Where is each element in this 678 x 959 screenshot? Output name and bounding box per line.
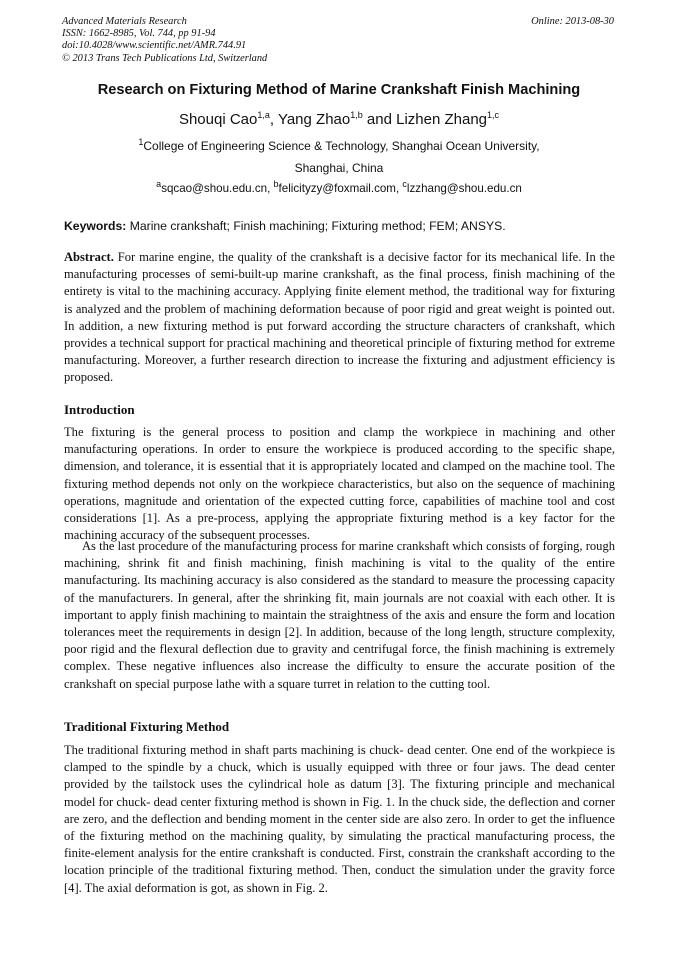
- email-mark: c: [402, 179, 407, 190]
- author-name: Shouqi Cao: [178, 111, 258, 128]
- section-heading-introduction: Introduction: [64, 402, 135, 417]
- email-list: [0, 179, 678, 195]
- author-name: Yang Zhao: [277, 111, 351, 128]
- keywords-text: Marine crankshaft; Finish machining; Fixturing method; FEM; ANSYS.: [126, 219, 506, 233]
- traditional-paragraph-1: The traditional fixturing method in shaft parts machining is chuck- dead center. One end of the workpiece is clamped to the spindle by a chuck, which is usually equipped with three or four jaws. The dead center provided by the tailstock uses the cylindrical hole as datum [3]. The fixturing principle and mechanical model for chuck- dead center fixturing method is shown in Fig. 1. In the chuck side, the deflection and corner are zero, and the deflection and bending moment in the center side are also zero. In order to get the influence of the fixturing method on the machining quality, by simulating the practical manufacturing process, the finite-element analysis for the entire crankshaft is conducted. First, constrain the crankshaft according to the location principle of the traditional fixturing method. Then, conduct the simulation under the gravity force [4]. The axial deformation is got, as shown in Fig. 2.: [64, 743, 615, 895]
- email-mark: a: [156, 179, 162, 190]
- email-address: felicityzy@foxmail.com: [278, 182, 396, 195]
- abstract-text: For marine engine, the quality of the crankshaft is a decisive factor for its mechanical life. In the manufacturing processes of semi-built-up marine crankshaft, as the final process, finish machining of the entirety is vital to the machining accuracy. Applying finite element method, the traditional way for fixturing is analyzed and the problem of machining deformation because of poor rigid and great weight is pointed out. In addition, a new fixturing method is put forward according the structure characters of crankshaft, which provides a technical support for practical machining and theoretical principle of fixturing method for extreme manufacturing. Moreover, a further research direction to increase the fixturing and adjustment efficiency is proposed.: [64, 250, 615, 385]
- email-separator: ,: [267, 182, 274, 195]
- author-affiliation-mark: 1,a: [257, 110, 270, 120]
- author-separator: and: [362, 111, 397, 128]
- keywords: [64, 219, 624, 233]
- affiliation-line-1: [0, 139, 678, 153]
- keywords-label: Keywords:: [64, 219, 127, 233]
- email-address: lzzhang@shou.edu.cn: [406, 182, 522, 195]
- journal-header: [62, 16, 267, 65]
- author-list: [0, 111, 678, 128]
- doi-line: doi:10.4028/www.scientific.net/AMR.744.91: [62, 40, 247, 52]
- affiliation-line-2: Shanghai, China: [294, 161, 384, 175]
- email-address: sqcao@shou.edu.cn: [161, 182, 268, 195]
- copyright-line: © 2013 Trans Tech Publications Ltd, Switzerland: [62, 52, 268, 64]
- introduction-paragraph-1: The fixturing is the general process to position and clamp the workpiece in machining and other manufacturing operations. In order to ensure the workpiece is produced according to the specific shape, dimension, and tolerance, it is essential that it is appropriately located and clamped on the machine tool. The fixturing method depends not only on the workpiece characteristics, but also on the sequence of machining operations, magnitude and orientation of the expected cutting force, capabilities of machine tool and cost considerations [1]. As a pre-process, applying the appropriate fixturing method is a key factor for the machining accuracy of the subsequent processes.: [64, 425, 615, 543]
- email-mark: b: [273, 179, 279, 190]
- affiliation-mark: 1: [138, 137, 144, 147]
- abstract-label: Abstract.: [64, 250, 114, 264]
- introduction-paragraph-2: As the last procedure of the manufacturing process for marine crankshaft which consists of forging, rough machining, shrink fit and finish machining, finish machining is vital to the quality of the entire manufacturing. Its machining accuracy is also considered as the standard to measure the processing capacity of the manufacturers. In general, after the shrinking fit, main journals are not coaxial with each other. It is important to apply finish machining to maintain the straightness of the axis and ensure the form and location tolerances meet the requirements in design [2]. In addition, because of the long length, structure complexity, poor rigid and the flexural deflection due to gravity and centrifugal force, the finish machining is extremely complex. These negative influences also increase the difficulty to ensure the accurate position of the crankshaft on special purpose lathe with a square turret in relation to the cutting tool.: [64, 539, 615, 691]
- affiliation-text: College of Engineering Science & Technology, Shanghai Ocean University,: [143, 139, 540, 153]
- paper-title: Research on Fixturing Method of Marine Crankshaft Finish Machining: [97, 82, 581, 98]
- journal-name: Advanced Materials Research: [62, 16, 187, 27]
- section-heading-traditional: Traditional Fixturing Method: [64, 719, 230, 734]
- author-affiliation-mark: 1,b: [350, 110, 363, 120]
- author-separator: ,: [269, 111, 278, 128]
- abstract: [64, 249, 615, 387]
- online-date: Online: 2013-08-30: [531, 16, 614, 27]
- issn-line: ISSN: 1662-8985, Vol. 744, pp 91-94: [62, 28, 216, 40]
- author-affiliation-mark: 1,c: [487, 110, 500, 120]
- email-separator: ,: [395, 182, 403, 195]
- author-name: Lizhen Zhang: [396, 111, 488, 128]
